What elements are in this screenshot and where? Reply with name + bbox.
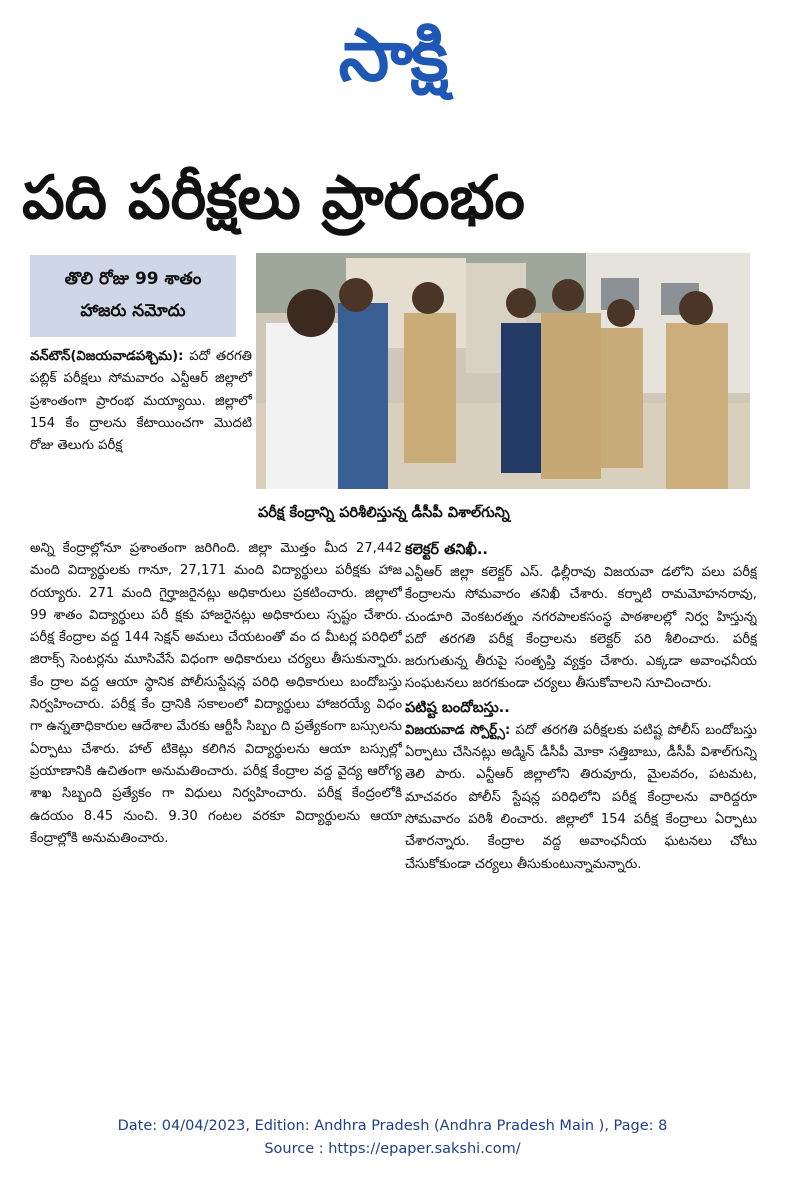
- article-body-left-bottom: అన్ని కేంద్రాల్లోనూ ప్రశాంతంగా జరిగింది. జిల్లా మొత్తం మీద 27,442 మంది విద్యార్థులకు గానూ, 27,171 మంది విద్యార్థులు పరీక్షకు హాజ రయ్యారు. 271 మంది గైర్హాజరైనట్లు అధికారులు ప్రకటించారు. జిల్లాలో 99 శాతం విద్యార్థులు పరీ క్షకు హాజరైనట్లు అధికారులు స్పష్టం చేశారు. పరీక్ష కేంద్రాల వద్ద 144 సెక్షన్ అమలు చేయటంతో వం ద మీటర్ల పరిధిలో జిరాక్స్ సెంటర్లను మూసివేసే విధంగా అధికారులు చర్యలు తీసుకున్నారు. కేం ద్రాల వద్ద ఆయా స్థానిక పోలీసుస్టేషన్ల పరిధి అధికారులు బందోబస్తు నిర్వహించారు. పరీక్ష కేం ద్రానికి సకాలంలో విద్యార్థులు హాజరయ్యే విధం గా ఉన్నతాధికారుల ఆదేశాల మేరకు ఆర్టీసీ సిబ్బం ది ప్రత్యేకంగా బస్సులను ఏర్పాటు చేశారు. హాల్ టికెట్లు కలిగిన విద్యార్థులను ఆయా బస్సుల్లో ప్రయాణానికి ఉచితంగా అనుమతించారు. పరీక్ష కేంద్రాల వద్ద వైద్య ఆరోగ్య శాఖ సిబ్బంది ప్రత్యేకం గా విధులు నిర్వహించారు. పరీక్ష కేంద్రంలోకి ఉదయం 8.45 నుంచి. 9.30 గంటల వరకూ విద్యార్థులను ఆయా కేంద్రాల్లోకి అనుమతించారు.: [30, 541, 402, 846]
- subsection-body-security: పదో తరగతి పరీక్షలకు పటిష్ట పోలీస్ బందోబస్తు ఏర్పాటు చేసినట్లు అడ్మిన్ డీసీపీ మోకా సత్తిబాబు, డీసీపీ విశాల్‌గున్ని తెలి పారు. ఎన్టీఆర్ జిల్లాలోని తిరువూరు, మైలవరం, పటమట, మాచవరం పోలీస్ స్టేషన్ల పరిధిలోని పరీక్ష కేంద్రాలను వారిద్దరూ సోమవారం పరిశీ లించారు. జిల్లాలో 154 పరీక్ష కేంద్రాలు ఏర్పాటు చేశారన్నారు. కేంద్రాల వద్ద అవాంఛనీయ ఘటనలు చోటు చేసుకోకుండా చర్యలు తీసుకుంటున్నామన్నారు.: [405, 722, 757, 872]
- article-dateline: వన్‌టౌన్(విజయవాడపశ్చిమ):: [30, 349, 184, 364]
- subsection-body-collector: ఎన్టీఆర్ జిల్లా కలెక్టర్ ఎస్. ఢిల్లీరావు విజయవా డలోని పలు పరీక్ష కేంద్రాలను సోమవారం తనిఖీ చేశారు. కర్నాటి రామమోహనరావు, చుండూరి వెంకటరత్నం నగరపాలకసంస్థ పాఠశాలల్లో నిర్వ హిస్తున్న పదో తరగతి పరీక్ష కేంద్రాలను కలెక్టర్ పరి శీలించారు. పరీక్ష జరుగుతున్న తీరుపై సంతృప్తి వ్యక్తం చేశారు. ఎక్కడా అవాంఛనీయ సంఘటనలు జరగకుండా చర్యలు తీసుకోవాలని సూచించారు.: [405, 565, 757, 692]
- subsection-title-security: పటిష్ట బందోబస్తు..: [405, 699, 510, 716]
- article-column-left-bottom: [30, 538, 402, 1070]
- news-photo-illustration: [256, 253, 750, 489]
- footer-source: Source : https://epaper.sakshi.com/: [264, 1141, 521, 1157]
- photo-caption: పరీక్ష కేంద్రాన్ని పరిశీలిస్తున్న డీసీపీ విశాల్‌గున్ని: [258, 505, 510, 521]
- article-column-left-top: [30, 346, 252, 536]
- masthead-logo-text: సాక్షి: [338, 13, 447, 97]
- footer-edition-info: Date: 04/04/2023, Edition: Andhra Pradesh (Andhra Pradesh Main ), Page: 8: [117, 1118, 668, 1134]
- article-column-right: [405, 538, 757, 1068]
- news-photo: [256, 253, 750, 489]
- subsection-title-collector: కలెక్టర్ తనిఖీ..: [405, 542, 488, 558]
- subhead-line-2: హాజరు నమోదు: [80, 301, 186, 321]
- article-body-left-top: పదో తరగతి పబ్లిక్ పరీక్షలు సోమవారం ఎన్టీఆర్ జిల్లాలో ప్రశాంతంగా ప్రారంభ మయ్యాయి. జిల్లాలో 154 కేం ద్రాలను కేటాయించగా మొదటి రోజు తెలుగు పరీక్ష: [30, 349, 252, 454]
- newspaper-masthead: [0, 0, 785, 110]
- article-headline: పది పరీక్షలు ప్రారంభం: [22, 163, 525, 233]
- subsection-dateline-security: విజయవాడ స్పోర్ట్స్:: [405, 722, 511, 738]
- subhead-line-1: తొలి రోజు 99 శాతం: [64, 269, 202, 289]
- article-subheadline-box: [30, 255, 236, 337]
